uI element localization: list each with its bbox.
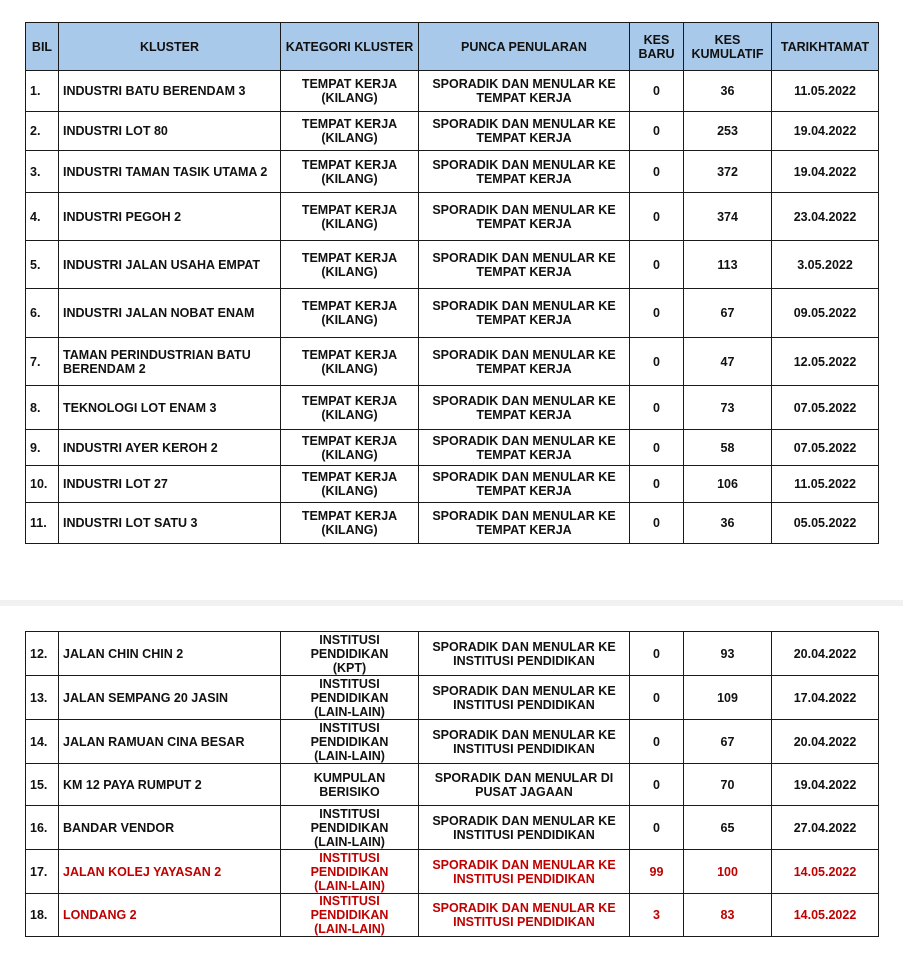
cell-punca: SPORADIK DAN MENULAR KE INSTITUSI PENDIDIKAN	[419, 676, 630, 720]
cell-bil: 2.	[26, 112, 59, 151]
table-row	[26, 632, 879, 676]
cell-kategori: KUMPULAN BERISIKO	[281, 764, 419, 806]
cell-kes-kumulatif: 109	[684, 676, 772, 720]
table-row	[26, 850, 879, 894]
cell-punca: SPORADIK DAN MENULAR KE TEMPAT KERJA	[419, 503, 630, 544]
cell-kluster: BANDAR VENDOR	[59, 806, 281, 850]
cell-kategori: TEMPAT KERJA (KILANG)	[281, 430, 419, 466]
table-row	[26, 806, 879, 850]
table-row	[26, 241, 879, 289]
cell-kategori: TEMPAT KERJA (KILANG)	[281, 71, 419, 112]
cell-kes-kumulatif: 253	[684, 112, 772, 151]
table-row	[26, 338, 879, 386]
header-punca: PUNCA PENULARAN	[419, 23, 630, 71]
cell-kluster: INDUSTRI BATU BERENDAM 3	[59, 71, 281, 112]
cell-kategori: TEMPAT KERJA (KILANG)	[281, 466, 419, 503]
cell-kes-kumulatif: 93	[684, 632, 772, 676]
cell-punca: SPORADIK DAN MENULAR KE TEMPAT KERJA	[419, 338, 630, 386]
cell-kluster: INDUSTRI JALAN USAHA EMPAT	[59, 241, 281, 289]
cell-tarikh-tamat: 14.05.2022	[772, 894, 879, 937]
cell-kes-baru: 0	[630, 151, 684, 193]
cell-kluster: TAMAN PERINDUSTRIAN BATU BERENDAM 2	[59, 338, 281, 386]
cell-kategori: TEMPAT KERJA (KILANG)	[281, 338, 419, 386]
cell-tarikh-tamat: 11.05.2022	[772, 466, 879, 503]
cell-punca: SPORADIK DAN MENULAR KE TEMPAT KERJA	[419, 112, 630, 151]
cell-bil: 6.	[26, 289, 59, 338]
cell-kategori: TEMPAT KERJA (KILANG)	[281, 151, 419, 193]
cell-tarikh-tamat: 20.04.2022	[772, 632, 879, 676]
table-header-row	[26, 23, 879, 71]
table-row	[26, 112, 879, 151]
cell-punca: SPORADIK DAN MENULAR KE TEMPAT KERJA	[419, 151, 630, 193]
cell-kategori: TEMPAT KERJA (KILANG)	[281, 193, 419, 241]
cell-kluster: INDUSTRI JALAN NOBAT ENAM	[59, 289, 281, 338]
cell-kluster: JALAN CHIN CHIN 2	[59, 632, 281, 676]
cell-kategori: TEMPAT KERJA (KILANG)	[281, 289, 419, 338]
cell-kluster: INDUSTRI TAMAN TASIK UTAMA 2	[59, 151, 281, 193]
cell-tarikh-tamat: 14.05.2022	[772, 850, 879, 894]
cell-kategori: TEMPAT KERJA (KILANG)	[281, 112, 419, 151]
cell-kes-baru: 0	[630, 112, 684, 151]
cell-kes-baru: 0	[630, 466, 684, 503]
cell-kluster: LONDANG 2	[59, 894, 281, 937]
cell-tarikh-tamat: 07.05.2022	[772, 430, 879, 466]
cell-punca: SPORADIK DAN MENULAR KE INSTITUSI PENDIDIKAN	[419, 850, 630, 894]
cell-punca: SPORADIK DAN MENULAR KE TEMPAT KERJA	[419, 193, 630, 241]
cell-tarikh-tamat: 3.05.2022	[772, 241, 879, 289]
cell-kategori: INSTITUSI PENDIDIKAN (LAIN-LAIN)	[281, 894, 419, 937]
page-separator	[0, 600, 903, 606]
cell-kes-baru: 0	[630, 503, 684, 544]
cell-punca: SPORADIK DAN MENULAR KE TEMPAT KERJA	[419, 466, 630, 503]
cell-kes-kumulatif: 100	[684, 850, 772, 894]
cell-kes-baru: 0	[630, 71, 684, 112]
cell-tarikh-tamat: 23.04.2022	[772, 193, 879, 241]
cell-kes-baru: 0	[630, 386, 684, 430]
cluster-table-1	[25, 22, 879, 544]
cell-bil: 3.	[26, 151, 59, 193]
cell-bil: 14.	[26, 720, 59, 764]
table-row	[26, 466, 879, 503]
cell-punca: SPORADIK DAN MENULAR KE INSTITUSI PENDIDIKAN	[419, 720, 630, 764]
cell-kluster: JALAN KOLEJ YAYASAN 2	[59, 850, 281, 894]
cell-bil: 18.	[26, 894, 59, 937]
cell-kes-kumulatif: 36	[684, 503, 772, 544]
cell-kes-kumulatif: 58	[684, 430, 772, 466]
cell-tarikh-tamat: 07.05.2022	[772, 386, 879, 430]
cell-kategori: INSTITUSI PENDIDIKAN (LAIN-LAIN)	[281, 676, 419, 720]
cell-kes-kumulatif: 73	[684, 386, 772, 430]
cell-kes-kumulatif: 67	[684, 720, 772, 764]
table-row	[26, 676, 879, 720]
cell-tarikh-tamat: 20.04.2022	[772, 720, 879, 764]
cell-tarikh-tamat: 19.04.2022	[772, 112, 879, 151]
cell-tarikh-tamat: 05.05.2022	[772, 503, 879, 544]
cell-kes-baru: 0	[630, 193, 684, 241]
cell-tarikh-tamat: 09.05.2022	[772, 289, 879, 338]
cell-bil: 9.	[26, 430, 59, 466]
cell-kes-baru: 0	[630, 632, 684, 676]
header-kes-baru: KES BARU	[630, 23, 684, 71]
header-bil: BIL	[26, 23, 59, 71]
cell-kluster: INDUSTRI LOT SATU 3	[59, 503, 281, 544]
cell-kes-kumulatif: 65	[684, 806, 772, 850]
cell-tarikh-tamat: 11.05.2022	[772, 71, 879, 112]
table-row	[26, 720, 879, 764]
cell-bil: 4.	[26, 193, 59, 241]
cell-bil: 11.	[26, 503, 59, 544]
cell-kes-baru: 99	[630, 850, 684, 894]
cell-punca: SPORADIK DAN MENULAR KE TEMPAT KERJA	[419, 289, 630, 338]
header-kluster: KLUSTER	[59, 23, 281, 71]
cell-kes-kumulatif: 83	[684, 894, 772, 937]
cell-bil: 12.	[26, 632, 59, 676]
cell-kluster: JALAN SEMPANG 20 JASIN	[59, 676, 281, 720]
table-row	[26, 894, 879, 937]
table-row	[26, 151, 879, 193]
cell-kes-kumulatif: 70	[684, 764, 772, 806]
cell-punca: SPORADIK DAN MENULAR DI PUSAT JAGAAN	[419, 764, 630, 806]
cell-kes-baru: 0	[630, 806, 684, 850]
cell-kes-kumulatif: 36	[684, 71, 772, 112]
cluster-table-2	[25, 631, 879, 937]
cell-punca: SPORADIK DAN MENULAR KE TEMPAT KERJA	[419, 241, 630, 289]
cell-kes-baru: 0	[630, 289, 684, 338]
cell-kes-kumulatif: 67	[684, 289, 772, 338]
cell-bil: 7.	[26, 338, 59, 386]
cell-bil: 17.	[26, 850, 59, 894]
cell-kes-baru: 0	[630, 430, 684, 466]
cell-kluster: KM 12 PAYA RUMPUT 2	[59, 764, 281, 806]
cell-bil: 10.	[26, 466, 59, 503]
cell-tarikh-tamat: 19.04.2022	[772, 764, 879, 806]
header-kes-kumulatif: KES KUMULATIF	[684, 23, 772, 71]
cell-kluster: INDUSTRI AYER KEROH 2	[59, 430, 281, 466]
cell-kes-kumulatif: 374	[684, 193, 772, 241]
cell-punca: SPORADIK DAN MENULAR KE INSTITUSI PENDIDIKAN	[419, 806, 630, 850]
cell-bil: 13.	[26, 676, 59, 720]
cell-bil: 5.	[26, 241, 59, 289]
cell-tarikh-tamat: 19.04.2022	[772, 151, 879, 193]
cell-kluster: TEKNOLOGI LOT ENAM 3	[59, 386, 281, 430]
cell-tarikh-tamat: 17.04.2022	[772, 676, 879, 720]
cell-kluster: INDUSTRI PEGOH 2	[59, 193, 281, 241]
cell-kategori: INSTITUSI PENDIDIKAN (LAIN-LAIN)	[281, 806, 419, 850]
table-row	[26, 289, 879, 338]
cell-punca: SPORADIK DAN MENULAR KE INSTITUSI PENDIDIKAN	[419, 632, 630, 676]
table-row	[26, 764, 879, 806]
cell-punca: SPORADIK DAN MENULAR KE TEMPAT KERJA	[419, 71, 630, 112]
cell-kes-baru: 0	[630, 676, 684, 720]
cell-kes-kumulatif: 372	[684, 151, 772, 193]
cell-kes-baru: 0	[630, 764, 684, 806]
cell-punca: SPORADIK DAN MENULAR KE TEMPAT KERJA	[419, 430, 630, 466]
cell-kes-baru: 0	[630, 720, 684, 764]
cell-kluster: JALAN RAMUAN CINA BESAR	[59, 720, 281, 764]
cell-kes-kumulatif: 113	[684, 241, 772, 289]
header-kategori: KATEGORI KLUSTER	[281, 23, 419, 71]
cell-kategori: TEMPAT KERJA (KILANG)	[281, 241, 419, 289]
cell-punca: SPORADIK DAN MENULAR KE TEMPAT KERJA	[419, 386, 630, 430]
cell-kes-kumulatif: 106	[684, 466, 772, 503]
cell-kategori: INSTITUSI PENDIDIKAN (KPT)	[281, 632, 419, 676]
cell-bil: 8.	[26, 386, 59, 430]
cell-kes-baru: 3	[630, 894, 684, 937]
cell-kes-baru: 0	[630, 241, 684, 289]
cell-tarikh-tamat: 12.05.2022	[772, 338, 879, 386]
cell-kategori: TEMPAT KERJA (KILANG)	[281, 386, 419, 430]
table-row	[26, 430, 879, 466]
table-row	[26, 193, 879, 241]
cell-bil: 1.	[26, 71, 59, 112]
cell-kategori: INSTITUSI PENDIDIKAN (LAIN-LAIN)	[281, 720, 419, 764]
cell-kategori: INSTITUSI PENDIDIKAN (LAIN-LAIN)	[281, 850, 419, 894]
cell-bil: 16.	[26, 806, 59, 850]
table-row	[26, 503, 879, 544]
cell-kluster: INDUSTRI LOT 80	[59, 112, 281, 151]
cell-kluster: INDUSTRI LOT 27	[59, 466, 281, 503]
table-row	[26, 386, 879, 430]
cell-kes-baru: 0	[630, 338, 684, 386]
cell-tarikh-tamat: 27.04.2022	[772, 806, 879, 850]
cell-punca: SPORADIK DAN MENULAR KE INSTITUSI PENDIDIKAN	[419, 894, 630, 937]
cell-kes-kumulatif: 47	[684, 338, 772, 386]
cell-bil: 15.	[26, 764, 59, 806]
header-tarikh-tamat: TARIKHTAMAT	[772, 23, 879, 71]
cell-kategori: TEMPAT KERJA (KILANG)	[281, 503, 419, 544]
table-row	[26, 71, 879, 112]
